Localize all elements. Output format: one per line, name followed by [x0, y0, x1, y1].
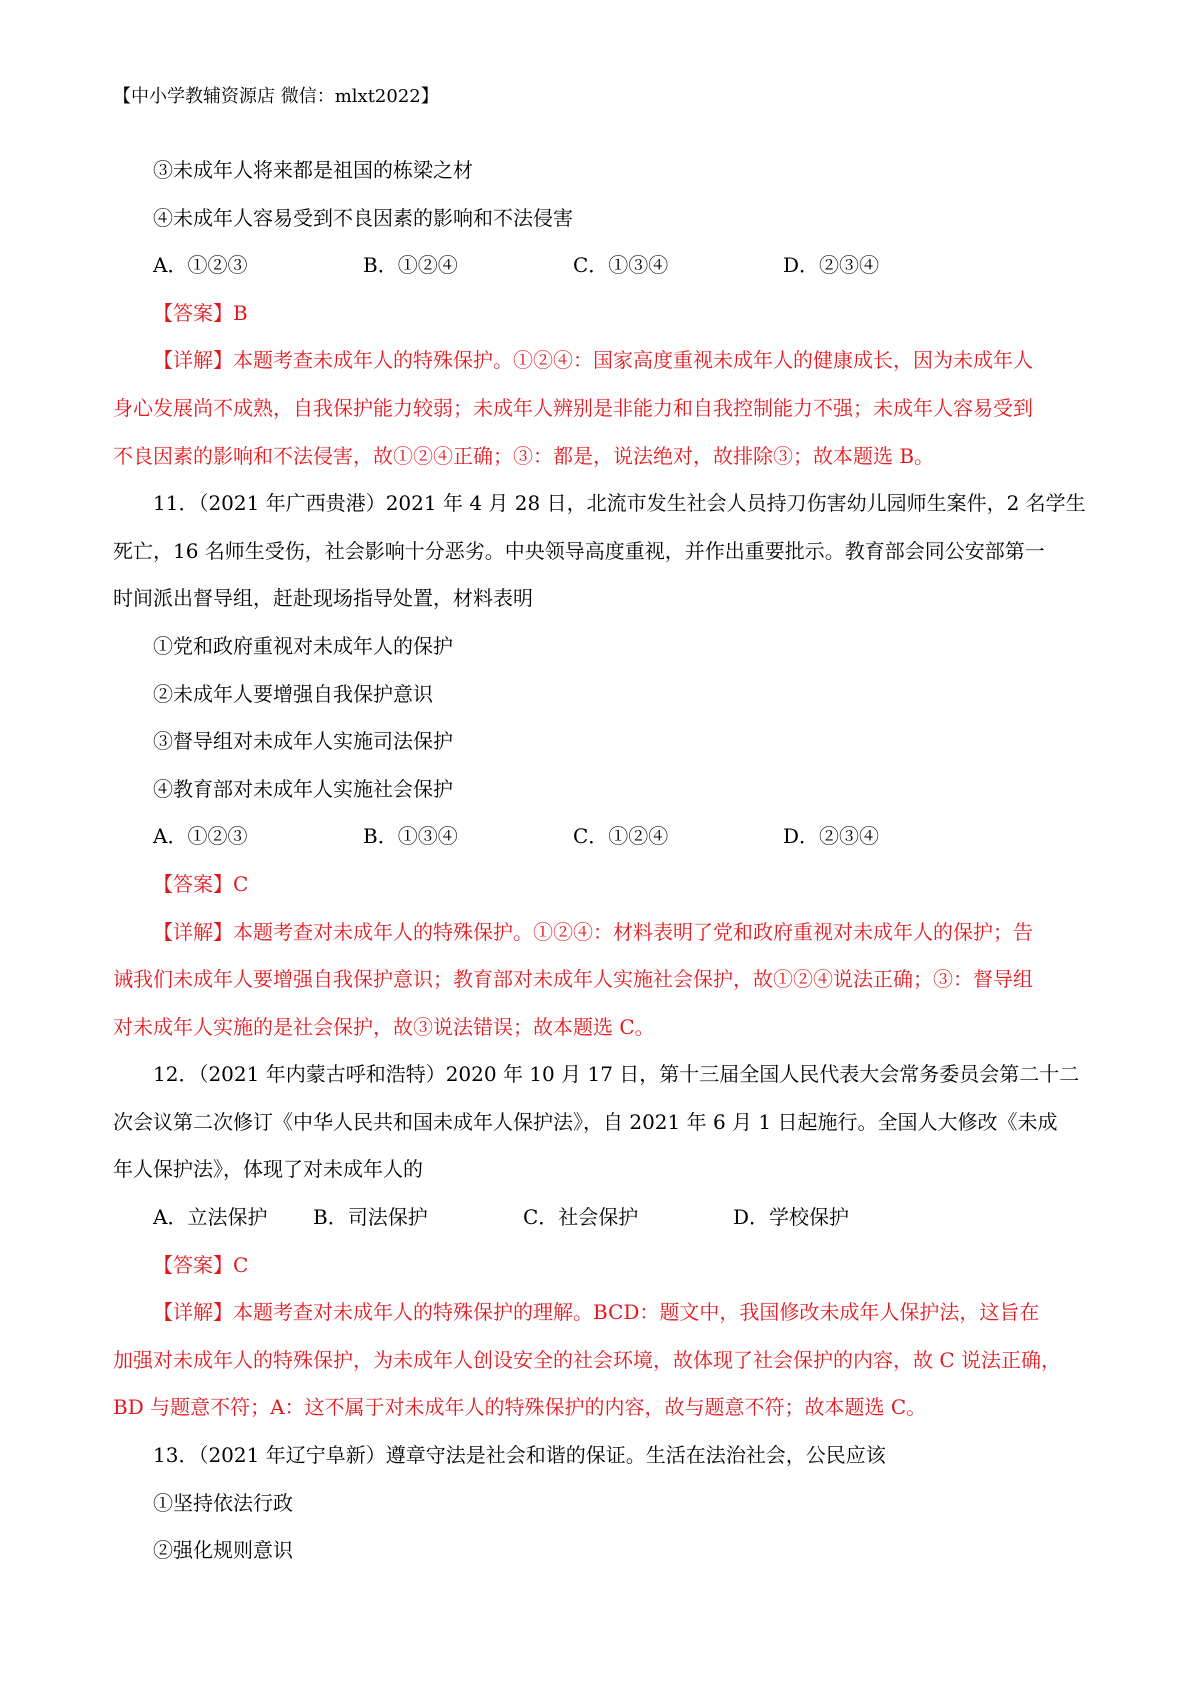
- q10-choices: [113, 242, 1100, 290]
- q11-option-3: ③督导组对未成年人实施司法保护: [153, 729, 453, 754]
- q10-answer: 【答案】B: [153, 300, 248, 325]
- q12-choices: [113, 1194, 1100, 1242]
- q13-option-1: ①坚持依法行政: [153, 1490, 293, 1515]
- q11-choice-c: C．①②④: [573, 824, 669, 849]
- q10-choice-a: A．①②③: [153, 253, 248, 278]
- q10-detail-line-3: 不良因素的影响和不法侵害，故①②④正确；③：都是，说法绝对，故排除③；故本题选 B。: [113, 443, 935, 468]
- q12-stem-line-2: 次会议第二次修订《中华人民共和国未成年人保护法》，自 2021 年 6 月 1 日起施行。全国人大修改《未成: [113, 1109, 1058, 1134]
- q11-choice-a: A．①②③: [153, 824, 248, 849]
- q11-choice-b: B．①③④: [363, 824, 458, 849]
- document-body: [113, 147, 1100, 1575]
- q11-option-4: ④教育部对未成年人实施社会保护: [153, 776, 453, 801]
- q12-choice-d: D．学校保护: [733, 1205, 850, 1230]
- q12-choice-c: C．社会保护: [523, 1205, 639, 1230]
- q12-detail-line-3: BD 与题意不符；A：这不属于对未成年人的特殊保护的内容，故与题意不符；故本题选 C。: [113, 1395, 927, 1420]
- q13-stem: 13．（2021 年辽宁阜新）遵章守法是社会和谐的保证。生活在法治社会，公民应该: [153, 1443, 886, 1468]
- q11-option-1: ①党和政府重视对未成年人的保护: [153, 633, 453, 658]
- q12-answer: 【答案】C: [153, 1252, 249, 1277]
- q12-stem-line-3: 年人保护法》，体现了对未成年人的: [113, 1157, 423, 1182]
- q10-detail-line-1: 【详解】本题考查未成年人的特殊保护。①②④：国家高度重视未成年人的健康成长，因为未成年人: [153, 348, 1033, 373]
- q11-option-2: ②未成年人要增强自我保护意识: [153, 681, 433, 706]
- q10-detail-line-2: 身心发展尚不成熟，自我保护能力较弱；未成年人辨别是非能力和自我控制能力不强；未成年人容易受到: [113, 395, 1033, 420]
- q11-answer: 【答案】C: [153, 871, 249, 896]
- q10-option-3: ③未成年人将来都是祖国的栋梁之材: [153, 158, 473, 182]
- q11-detail-line-3: 对未成年人实施的是社会保护，故③说法错误；故本题选 C。: [113, 1014, 655, 1039]
- q12-choice-b: B．司法保护: [313, 1205, 428, 1230]
- q13-option-2: ②强化规则意识: [153, 1538, 293, 1563]
- page-header: 【中小学教辅资源店 微信：mlxt2022】: [113, 86, 439, 107]
- q12-detail-line-1: 【详解】本题考查对未成年人的特殊保护的理解。BCD：题文中，我国修改未成年人保护法，这旨在: [153, 1300, 1040, 1325]
- q11-detail-line-1: 【详解】本题考查对未成年人的特殊保护。①②④：材料表明了党和政府重视对未成年人的保护；告: [153, 919, 1033, 944]
- q11-stem-line-2: 死亡，16 名师生受伤，社会影响十分恶劣。中央领导高度重视，并作出重要批示。教育部会同公安部第一: [113, 538, 1045, 563]
- q11-stem-line-3: 时间派出督导组，赶赴现场指导处置，材料表明: [113, 586, 533, 611]
- q10-choice-d: D．②③④: [783, 253, 880, 278]
- q11-detail-line-2: 诫我们未成年人要增强自我保护意识；教育部对未成年人实施社会保护，故①②④说法正确；③：督导组: [113, 967, 1033, 992]
- q12-detail-line-2: 加强对未成年人的特殊保护，为未成年人创设安全的社会环境，故体现了社会保护的内容，故 C 说法正确，: [113, 1347, 1062, 1372]
- q10-choice-c: C．①③④: [573, 253, 669, 278]
- q10-choice-b: B．①②④: [363, 253, 458, 278]
- q10-option-4: ④未成年人容易受到不良因素的影响和不法侵害: [153, 205, 573, 230]
- q12-choice-a: A．立法保护: [153, 1205, 268, 1230]
- q11-choices: [113, 813, 1100, 861]
- q11-stem-line-1: 11．（2021 年广西贵港）2021 年 4 月 28 日，北流市发生社会人员持刀伤害幼儿园师生案件，2 名学生: [153, 491, 1086, 516]
- q12-stem-line-1: 12．（2021 年内蒙古呼和浩特）2020 年 10 月 17 日，第十三届全国人民代表大会常务委员会第二十二: [153, 1062, 1080, 1087]
- q11-choice-d: D．②③④: [783, 824, 880, 849]
